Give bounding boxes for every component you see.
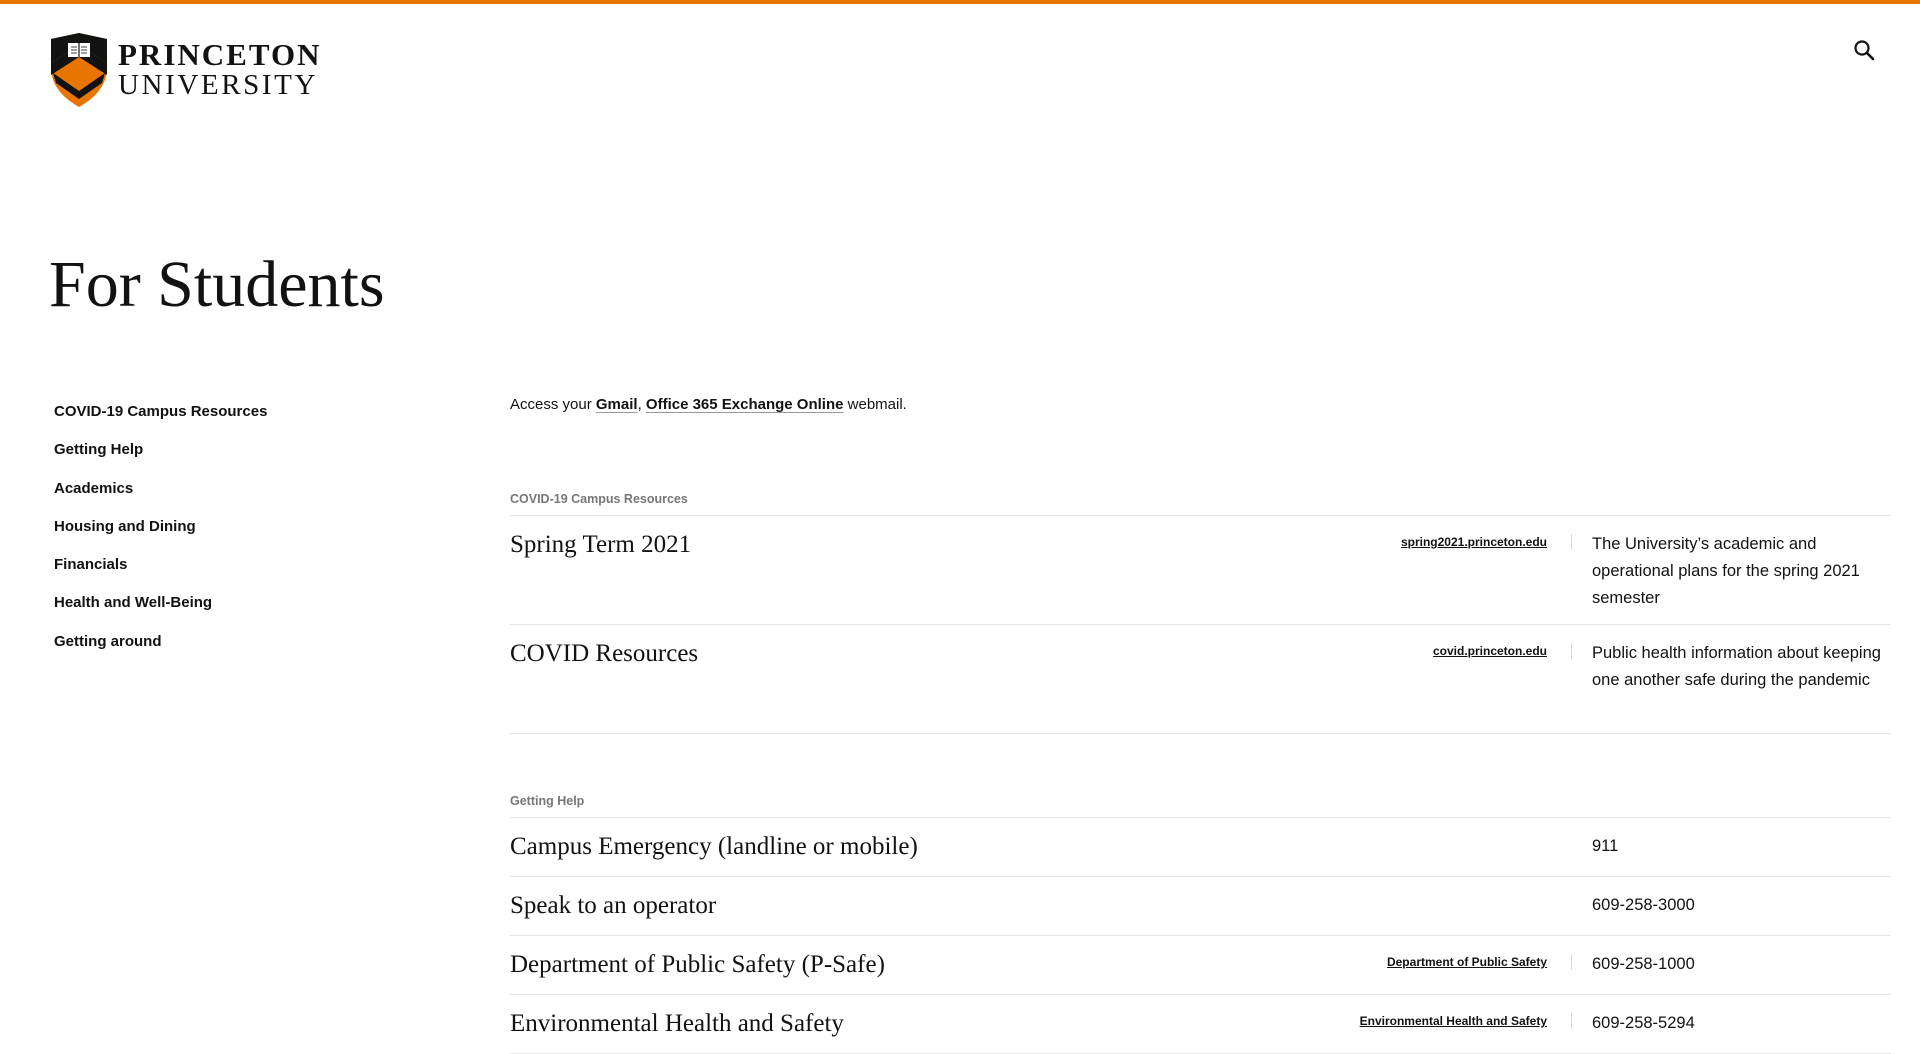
search-icon bbox=[1852, 38, 1878, 64]
princeton-shield-icon bbox=[49, 33, 109, 107]
resource-phone: 609-258-1000 bbox=[1592, 955, 1695, 973]
resource-phone: 911 bbox=[1592, 837, 1619, 855]
sidebar-nav bbox=[54, 400, 267, 668]
resource-row bbox=[510, 995, 1891, 1054]
webmail-intro bbox=[510, 392, 1891, 418]
resource-link[interactable]: spring2021.princeton.edu bbox=[1400, 535, 1547, 549]
section-label: COVID-19 Campus Resources bbox=[510, 492, 1891, 516]
resource-phone: 609-258-3000 bbox=[1592, 896, 1695, 914]
divider bbox=[1571, 643, 1572, 659]
resource-title: COVID Resources bbox=[510, 640, 699, 667]
resource-link-cell bbox=[1297, 995, 1547, 1053]
divider bbox=[1571, 1013, 1572, 1029]
sidebar-item-financials[interactable]: Financials bbox=[54, 556, 128, 574]
resource-title: Spring Term 2021 bbox=[510, 531, 692, 558]
resource-description: Public health information about keeping one another safe during the pandemic bbox=[1592, 644, 1881, 689]
top-accent-bar bbox=[0, 0, 1920, 4]
getting-help-section bbox=[510, 794, 1891, 1054]
resource-row bbox=[510, 625, 1891, 734]
page-title: For Students bbox=[49, 248, 385, 321]
resource-link[interactable]: Environmental Health and Safety bbox=[1359, 1014, 1547, 1028]
resource-link-cell bbox=[1297, 818, 1547, 876]
resource-title: Speak to an operator bbox=[510, 892, 717, 919]
resource-title: Department of Public Safety (P-Safe) bbox=[510, 951, 885, 978]
resource-description: The University’s academic and operational plans for the spring 2021 semester bbox=[1592, 535, 1860, 607]
resource-title: Campus Emergency (landline or mobile) bbox=[510, 833, 918, 860]
divider bbox=[1571, 836, 1572, 852]
sidebar-item-getting-help[interactable]: Getting Help bbox=[54, 441, 144, 459]
sidebar-item-housing-and-dining[interactable]: Housing and Dining bbox=[54, 517, 196, 535]
princeton-logo[interactable] bbox=[49, 33, 321, 107]
search-button[interactable] bbox=[1852, 38, 1878, 64]
resource-link[interactable]: covid.princeton.edu bbox=[1432, 644, 1547, 658]
gmail-link[interactable]: Gmail bbox=[595, 396, 638, 413]
resource-link-cell bbox=[1297, 516, 1547, 624]
resource-link-cell bbox=[1297, 625, 1547, 733]
resource-row bbox=[510, 936, 1891, 995]
sidebar-item-covid-19-campus-resources[interactable]: COVID-19 Campus Resources bbox=[54, 403, 268, 420]
divider bbox=[1571, 534, 1572, 550]
logo-line-2: UNIVERSITY bbox=[118, 69, 318, 101]
divider bbox=[1571, 895, 1572, 911]
resource-row bbox=[510, 877, 1891, 936]
sidebar-item-academics[interactable]: Academics bbox=[54, 479, 134, 497]
resource-title: Environmental Health and Safety bbox=[510, 1010, 844, 1037]
intro-suffix: webmail. bbox=[843, 396, 907, 413]
sidebar-item-getting-around[interactable]: Getting around bbox=[54, 632, 162, 650]
resource-link-cell bbox=[1297, 936, 1547, 994]
sidebar-item-health-and-well-being[interactable]: Health and Well-Being bbox=[54, 594, 213, 612]
covid-resources-section bbox=[510, 492, 1891, 734]
main-content bbox=[510, 392, 1891, 1054]
resource-link[interactable]: Department of Public Safety bbox=[1386, 955, 1547, 969]
resource-link-cell bbox=[1297, 877, 1547, 935]
resource-row bbox=[510, 818, 1891, 877]
office365-link[interactable]: Office 365 Exchange Online bbox=[645, 396, 844, 413]
logo-line-1: PRINCETON bbox=[118, 37, 322, 72]
divider bbox=[1571, 954, 1572, 970]
resource-phone: 609-258-5294 bbox=[1592, 1014, 1695, 1032]
intro-comma: , bbox=[637, 396, 646, 413]
resource-row bbox=[510, 516, 1891, 625]
intro-prefix: Access your bbox=[510, 396, 596, 413]
section-label: Getting Help bbox=[510, 794, 1891, 818]
logo-wordmark bbox=[118, 37, 322, 101]
